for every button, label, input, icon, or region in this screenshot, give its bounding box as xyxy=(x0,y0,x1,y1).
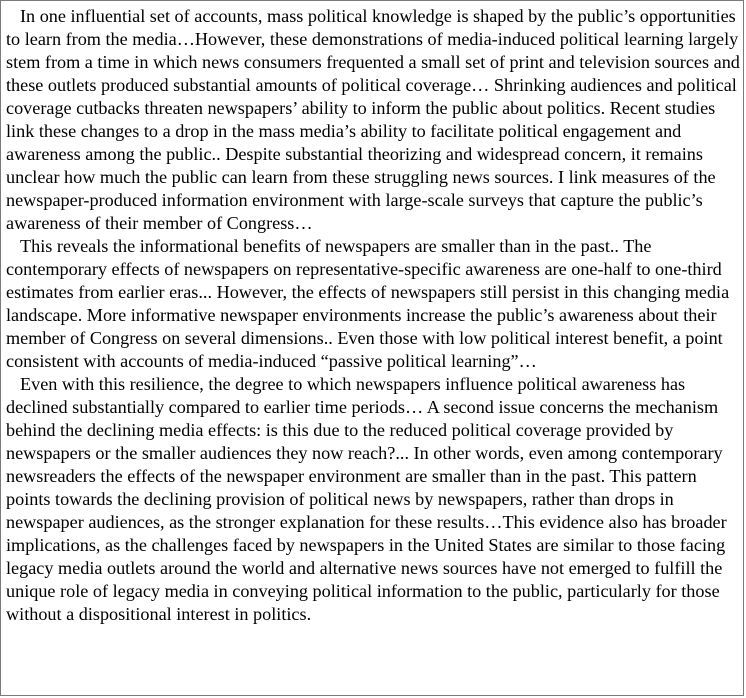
paragraph-3: Even with this resilience, the degree to which newspapers influence political awareness has declined substantially compared to earlier time periods… A second issue concerns the mechanism behind the declining media effects: is this due to the reduced political coverage provided by newspapers or the smaller audiences they now reach?... In other words, even among contemporary newsreaders the effects of the newspaper environment are smaller than in the past. This pattern points towards the declining provision of political news by newspapers, rather than drops in newspaper audiences, as the stronger explanation for these results…This evidence also has broader implications, as the challenges faced by newspapers in the United States are similar to those facing legacy media outlets around the world and alternative news sources have not emerged to fulfill the unique role of legacy media in conveying political information to the public, particularly for those without a dispositional interest in politics. xyxy=(6,374,727,624)
paragraph-1: In one influential set of accounts, mass political knowledge is shaped by the public’s opportunities to learn from the media…However, these demonstrations of media-induced political learning largely stem from a time in which news consumers frequented a small set of print and television sources and these outlets produced substantial amounts of political coverage… Shrinking audiences and political coverage cutbacks threaten newspapers’ ability to inform the public about politics. Recent studies link these changes to a drop in the mass media’s ability to facilitate political engagement and awareness among the public.. Despite substantial theorizing and widespread concern, it remains unclear how much the public can learn from these struggling news sources. I link measures of the newspaper-produced information environment with large-scale surveys that capture the public’s awareness of their member of Congress… xyxy=(6,6,740,233)
document-body xyxy=(1,1,743,626)
paragraph-2: This reveals the informational benefits of newspapers are smaller than in the past.. The contemporary effects of newspapers on representative-specific awareness are one-half to one-third estimates from earlier eras... However, the effects of newspapers still persist in this changing media landscape. More informative newspaper environments increase the public’s awareness about their member of Congress on several dimensions.. Even those with low political interest benefit, a point consistent with accounts of media-induced “passive political learning”… xyxy=(6,236,730,371)
